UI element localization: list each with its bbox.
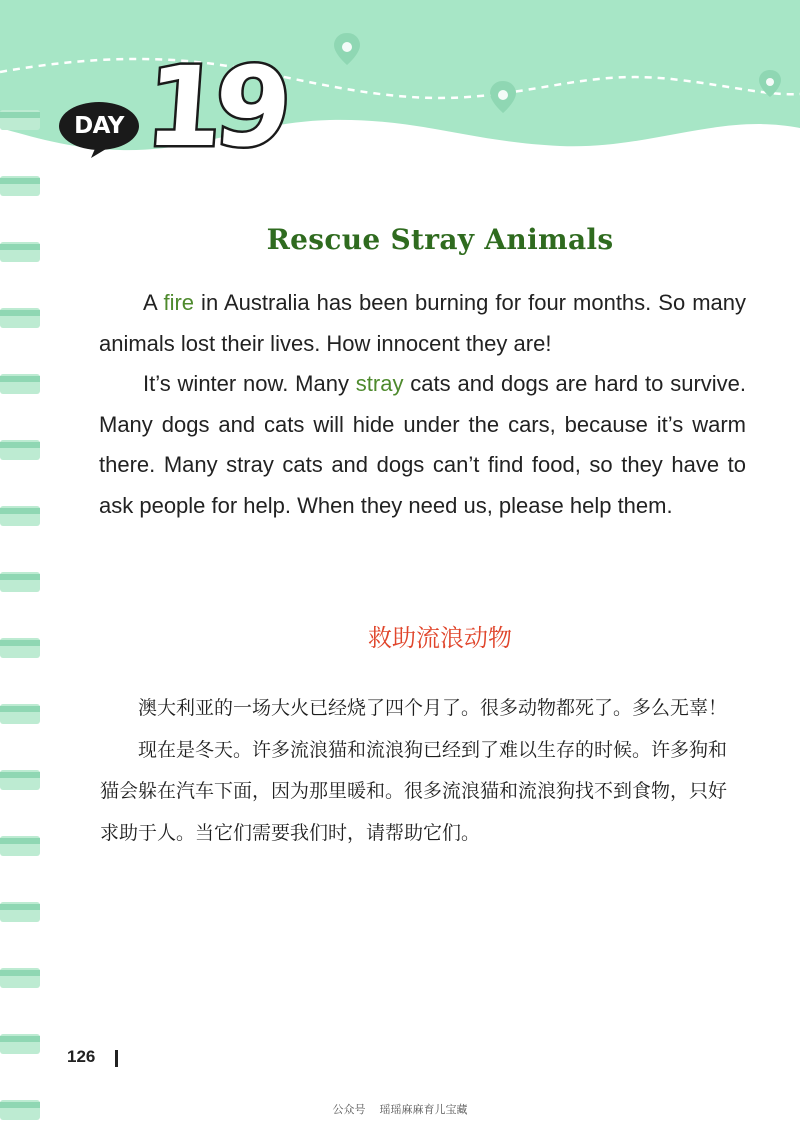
vocab-highlight: fire [163,290,195,315]
text-run: A [143,290,164,315]
credit-name: 瑶瑶麻麻育儿宝藏 [379,1103,468,1116]
article-paragraph [99,364,746,526]
day-label: DAY [74,113,124,139]
text-run: cats and dogs are hard to survive. Many dogs and cats will hide under the cars, because it’s warm there. Many stray cats and dogs can’t find food, so they have to ask people for help. When they need us, please help them. [99,371,746,518]
day-number: 19 [141,43,288,171]
credit-label: 公众号 [332,1103,366,1116]
vocab-highlight: stray [355,371,404,396]
article-paragraph [99,283,746,364]
footer-credit [0,1101,800,1117]
translation-paragraph: 澳大利亚的一场大火已经烧了四个月了。很多动物都死了。多么无辜！ [138,697,728,719]
article-title: Rescue Stray Animals [266,223,614,256]
page-number-bar [115,1050,118,1067]
article-body [99,283,746,526]
spiral-binding [0,110,50,1120]
translation-paragraph: 现在是冬天。许多流浪猫和流浪狗已经到了难以生存的时候。许多狗和猫会躲在汽车下面，因为那里暖和。很多流浪猫和流浪狗找不到食物，只好求助于人。当它们需要我们时，请帮助它们。 [100,738,728,844]
page-number: 126 [67,1047,96,1066]
translation-body [100,688,745,854]
text-run: in Australia has been burning for four months. So many animals lost their lives. How innocent they are! [99,290,746,356]
translation-title: 救助流浪动物 [368,624,512,652]
text-run: It’s winter now. Many [143,371,356,396]
